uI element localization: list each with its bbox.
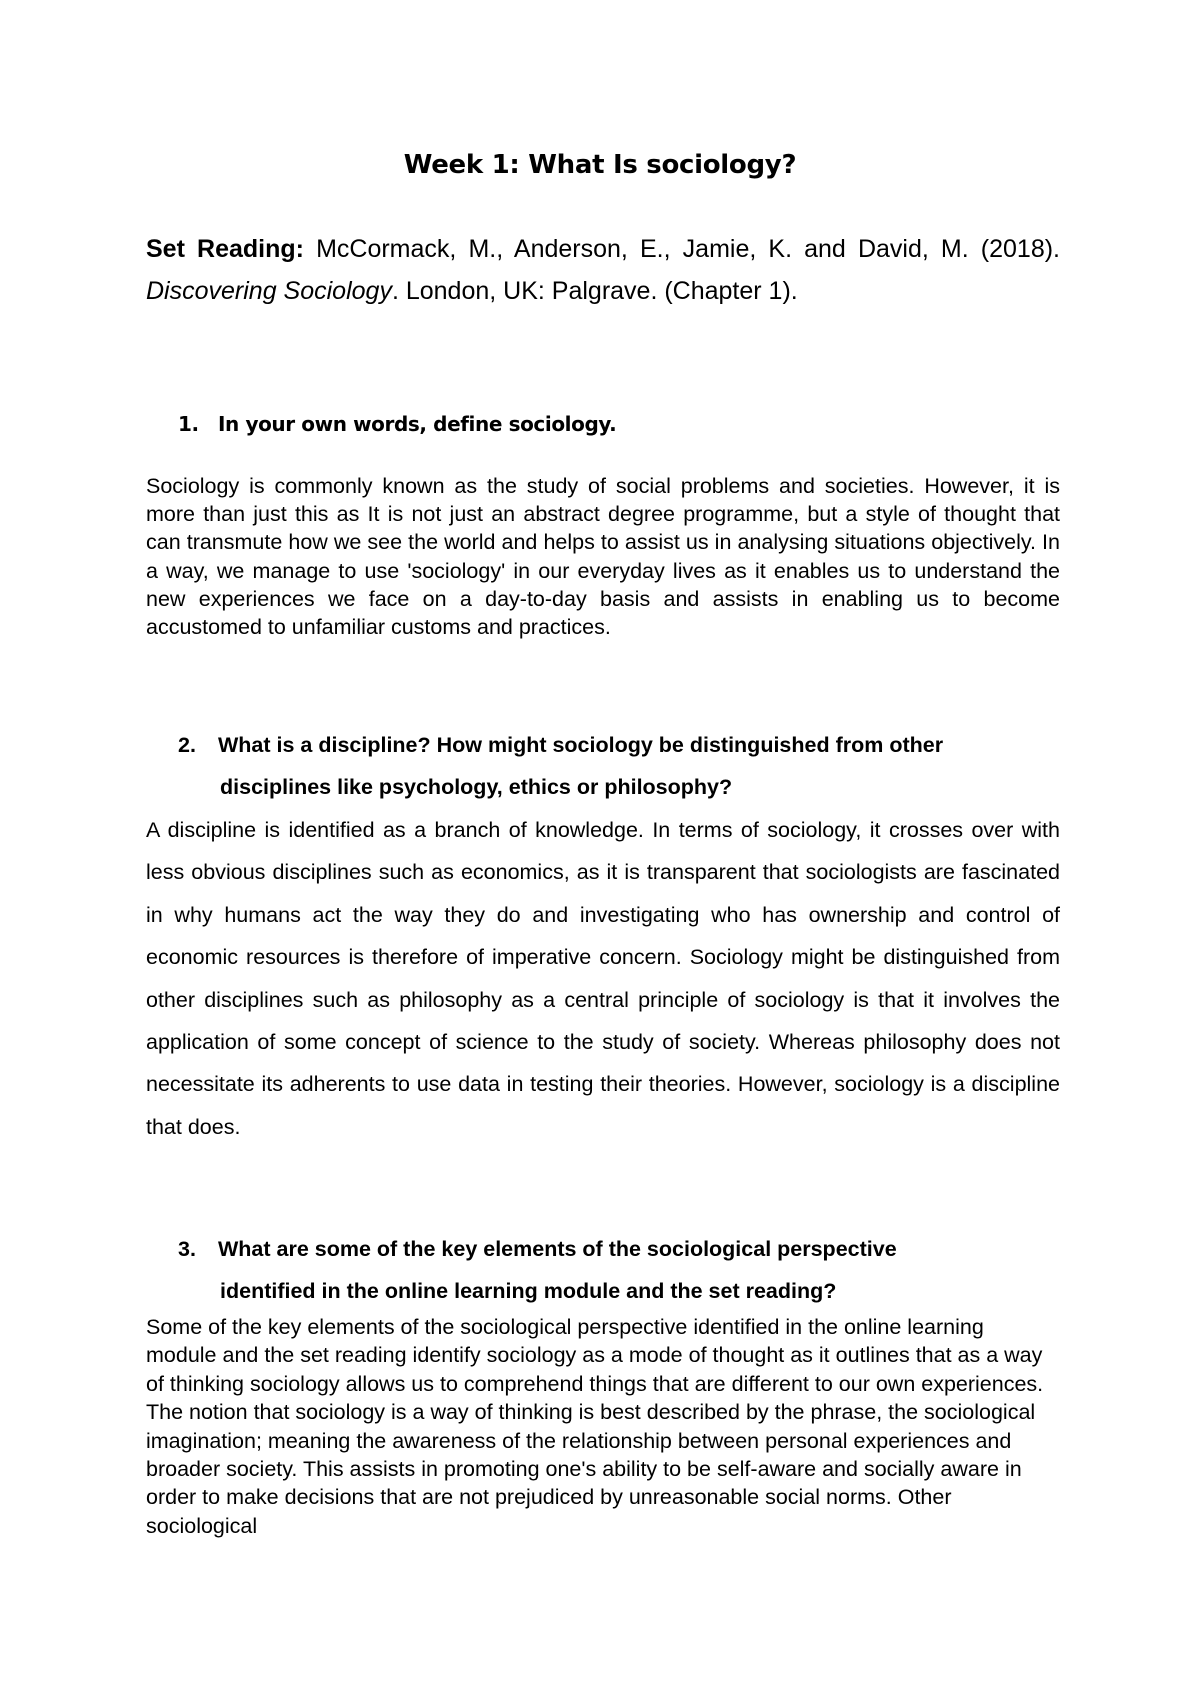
question-2-text-line2: disciplines like psychology, ethics or philosophy? [220,775,733,799]
question-3-number: 3. [178,1237,196,1261]
question-3-text-line2: identified in the online learning module and the set reading? [220,1279,837,1303]
answer-1: Sociology is commonly known as the study of social problems and societies. However, it is more than just this as It is not just an abstract degree programme, but a style of thought that can transmute how we see the world and helps to assist us in analysing situations objectively. In a way, we manage to use 'sociology' in our everyday lives as it enables us to understand the new experiences we face on a day-to-day basis and assists in enabling us to become accustomed to unfamiliar customs and practices. [146,474,1060,640]
set-reading-label: Set Reading: [146,235,304,263]
question-2-number: 2. [178,733,196,757]
set-reading-citation [146,228,1060,312]
answer-2: A discipline is identified as a branch of knowledge. In terms of sociology, it crosses over with less obvious disciplines such as economics, as it is transparent that sociologists are fascinated in why humans act the way they do and investigating who has ownership and control of economic resources is therefore of imperative concern. Sociology might be distinguished from other disciplines such as philosophy as a central principle of sociology is that it involves the application of some concept of science to the study of society. Whereas philosophy does not necessitate its adherents to use data in testing their theories. However, sociology is a discipline that does. [146,818,1060,1139]
answer-3: Some of the key elements of the sociological perspective identified in the online learning module and the set reading identify sociology as a mode of thought as it outlines that as a way of thinking sociology allows us to comprehend things that are different to our own experiences. The notion that sociology is a way of thinking is best described by the phrase, the sociological imagination; meaning the awareness of the relationship between personal experiences and broader society. This assists in promoting one's ability to be self-aware and socially aware in order to make decisions that are not prejudiced by unreasonable social norms. Other sociological [146,1315,1044,1538]
page-title: Week 1: What Is sociology? [403,150,797,180]
question-2-text-line1: What is a discipline? How might sociology be distinguished from other [218,733,944,757]
question-2 [178,724,1060,808]
citation-book-title: Discovering Sociology [146,277,392,305]
question-1 [178,412,1060,436]
question-1-number: 1. [178,412,199,436]
question-3 [178,1228,1060,1312]
question-3-text-line1: What are some of the key elements of the sociological perspective [218,1237,897,1261]
citation-authors: McCormack, M., Anderson, E., Jamie, K. and David, M. (2018). [303,235,1061,263]
citation-publisher: . London, UK: Palgrave. (Chapter 1). [391,277,798,305]
question-1-text: In your own words, define sociology. [218,412,617,436]
